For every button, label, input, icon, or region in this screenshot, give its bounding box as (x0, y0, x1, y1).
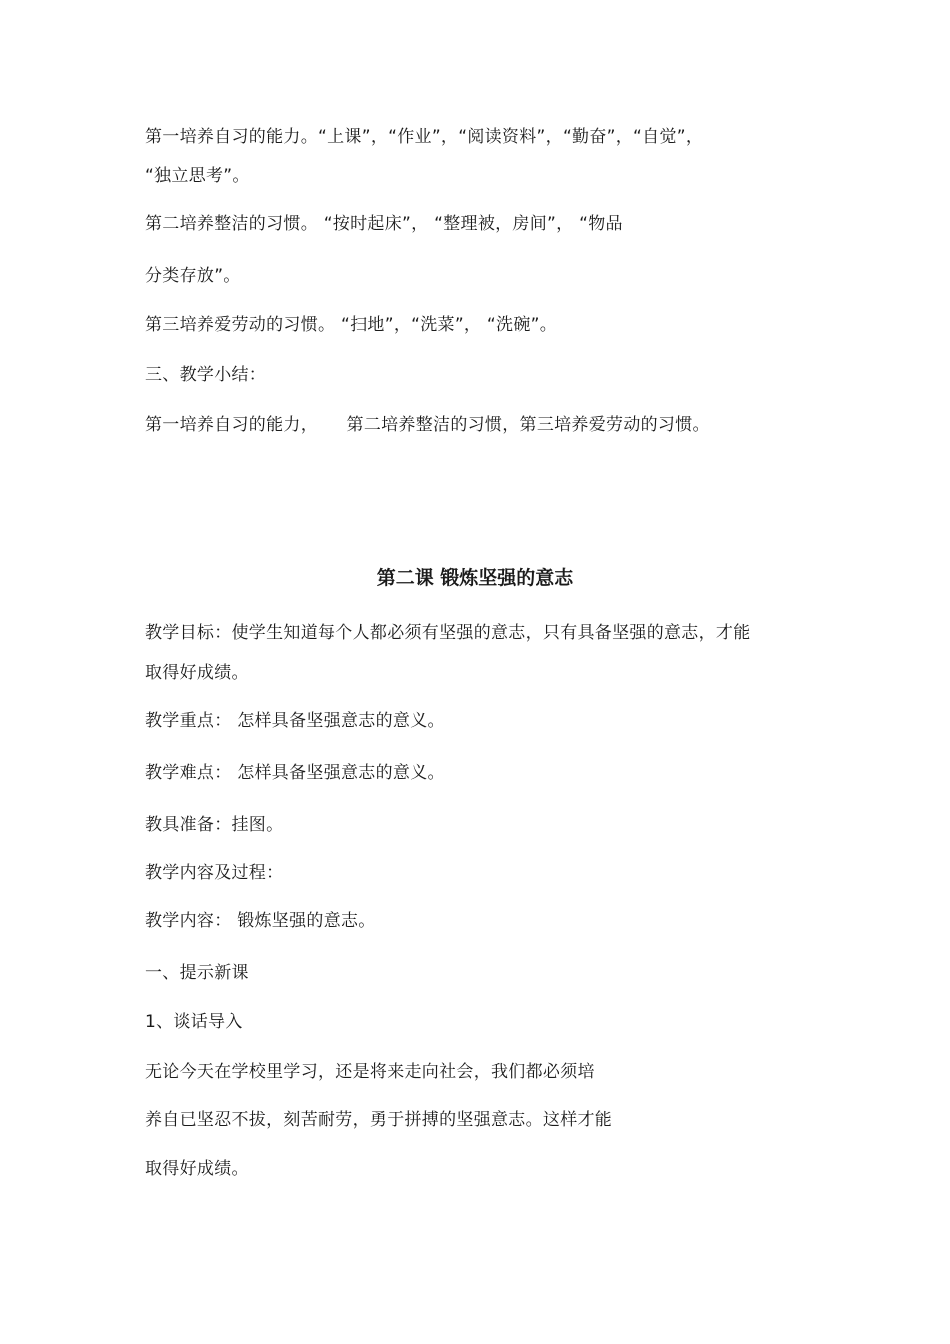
section-heading: 三、教学小结： (145, 365, 267, 385)
section-heading: 一、提示新课 (145, 963, 249, 983)
text-line: 取得好成绩。 (145, 1159, 249, 1179)
text-line: 第二培养整洁的习惯。 “按时起床”， “整理被，房间”， “物品 (145, 214, 623, 234)
text-line: 教学目标：使学生知道每个人都必须有坚强的意志，只有具备坚强的意志，才能 (145, 623, 751, 643)
text-line: 教学内容及过程： (145, 863, 284, 883)
text-line: 第三培养爱劳动的习惯。 “扫地”，“洗菜”， “洗碗”。 (145, 315, 558, 335)
text-line: 教学重点： 怎样具备坚强意志的意义。 (145, 711, 445, 731)
text-line: 无论今天在学校里学习，还是将来走向社会，我们都必须培 (145, 1062, 595, 1082)
lesson-title: 第二课 锻炼坚强的意志 (376, 567, 574, 589)
text-line: 教学难点： 怎样具备坚强意志的意义。 (145, 763, 445, 783)
text-line: 第一培养自习的能力。“上课”，“作业”，“阅读资料”，“勤奋”，“自觉”， (145, 127, 704, 147)
text-line: 分类存放”。 (145, 266, 241, 286)
text-line: 养自已坚忍不拔，刻苦耐劳，勇于拼搏的坚强意志。这样才能 (145, 1110, 613, 1130)
text-line: 1、谈话导入 (145, 1012, 243, 1032)
text-line: 教学内容： 锻炼坚强的意志。 (145, 911, 376, 931)
text-line: 取得好成绩。 (145, 663, 249, 683)
text-line: 第一培养自习的能力， 第二培养整洁的习惯，第三培养爱劳动的习惯。 (145, 415, 710, 435)
text-line: 教具准备：挂图。 (145, 815, 284, 835)
text-line: “独立思考”。 (145, 166, 250, 186)
